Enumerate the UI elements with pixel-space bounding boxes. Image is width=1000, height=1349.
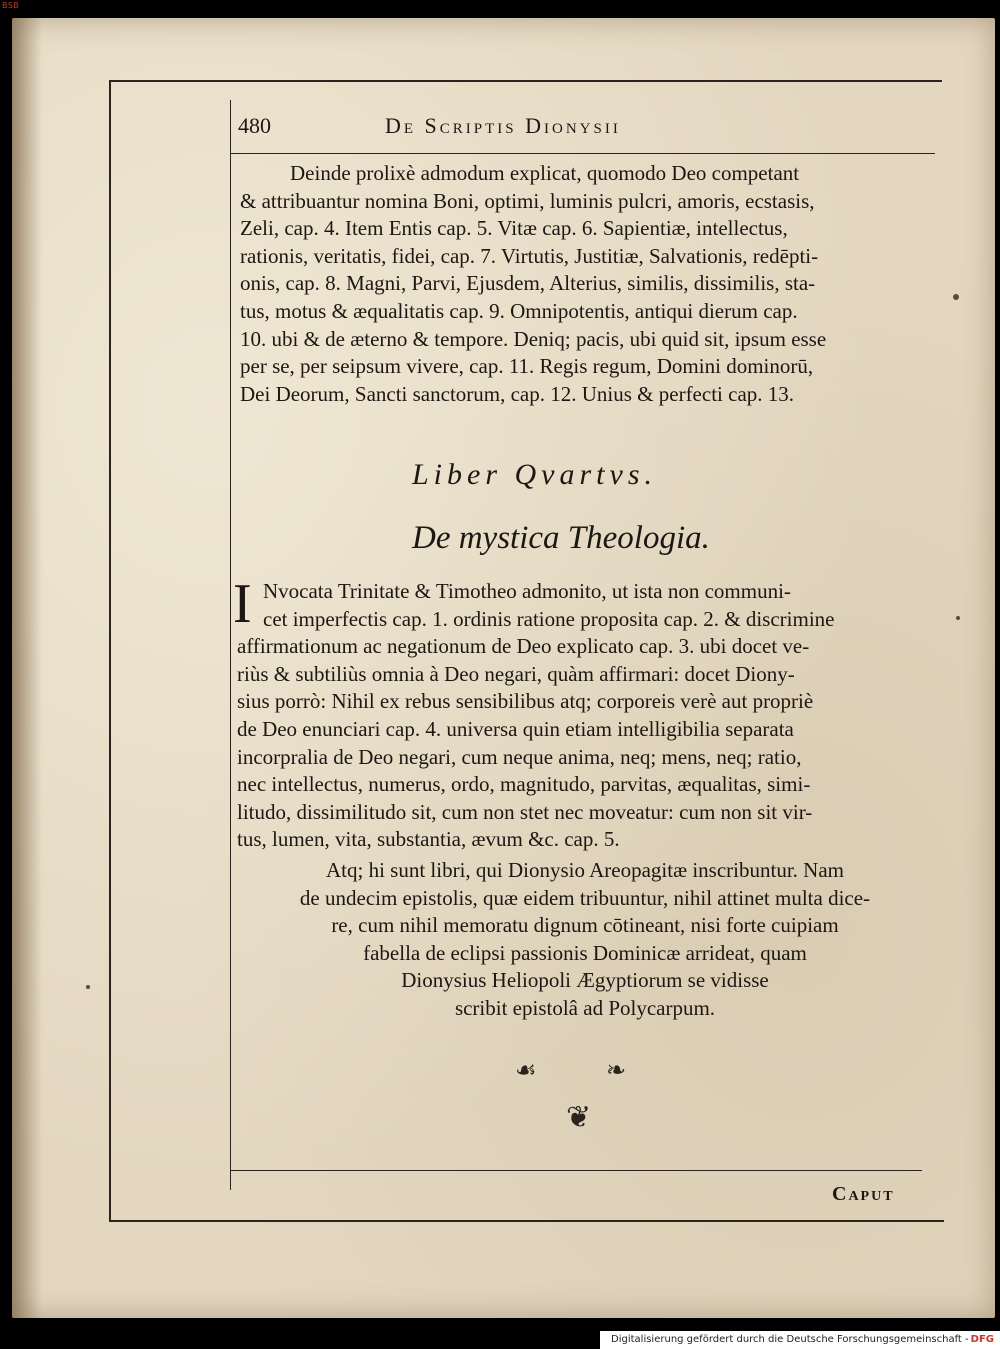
text-line: Dei Deorum, Sancti sanctorum, cap. 12. Unius & perfecti cap. 13. (240, 381, 795, 406)
text-line: cet imperfectis cap. 1. ordinis ratione proposita cap. 2. & discrimine (263, 606, 835, 631)
text-line: scribit epistolâ ad Polycarpum. (454, 995, 716, 1020)
text-line: Deinde prolixè admodum explicat, quomodo Deo competant (290, 161, 800, 185)
text-line: Atq; hi sunt libri, qui Dionysio Areopagitæ inscribuntur. Nam (326, 858, 844, 882)
book-subject-title: De mystica Theologia. (412, 520, 710, 556)
margin-rule (230, 100, 231, 1190)
text-line: sius porrò: Nihil ex rebus sensibilibus atq; corporeis verè aut propriè (237, 689, 814, 714)
text-line: 10. ubi & de æterno & tempore. Deniq; pacis, ubi quid sit, ipsum esse (240, 326, 827, 351)
fleuron-left-icon: ☙ (515, 1058, 537, 1084)
paper-speck (956, 616, 960, 620)
text-line: re, cum nihil memoratu dignum cōtineant, nisi forte cuipiam (331, 913, 839, 938)
text-line: Nvocata Trinitate & Timotheo admonito, ut ista non communi- (263, 579, 791, 603)
page-gutter-shadow (12, 18, 42, 1318)
text-line: tus, motus & æqualitatis cap. 9. Omnipotentis, antiqui dierum cap. (240, 298, 798, 323)
page-number: 480 (238, 113, 271, 138)
text-line: fabella de eclipsi passionis Dominicæ arrideat, quam (363, 940, 807, 965)
footer-rule (230, 1170, 922, 1171)
digitization-footer (600, 1331, 1000, 1349)
catchword: Caput (832, 1183, 895, 1205)
book-title: Liber Qvartvs. (412, 458, 657, 491)
text-line: de undecim epistolis, quæ eidem tribuuntur, nihil attinet multa dice- (299, 885, 871, 910)
text-line: Zeli, cap. 4. Item Entis cap. 5. Vitæ cap. 6. Sapientiæ, intellectus, (240, 216, 788, 241)
text-line: litudo, dissimilitudo sit, cum non stet nec moveatur: cum non sit vir- (237, 799, 813, 824)
paragraph-2 (237, 578, 929, 854)
text-line: per se, per seipsum vivere, cap. 11. Regis regum, Domini dominorū, (240, 354, 814, 379)
footer-text: Digitalisierung gefördert durch die Deutsche Forschungsgemeinschaft - (611, 1334, 969, 1345)
header-rule (230, 153, 935, 154)
running-head: De Scriptis Dionysii (385, 113, 621, 138)
text-line: riùs & subtiliùs omnia à Deo negari, quàm affirmari: docet Diony- (237, 661, 795, 686)
paragraph-1 (240, 160, 935, 408)
library-mark: BSB (2, 1, 20, 10)
text-line: de Deo enunciari cap. 4. universa quin etiam intelligibilia separata (237, 716, 794, 741)
fleuron-bottom-icon: ❦ (566, 1101, 592, 1134)
text-line: tus, lumen, vita, substantia, ævum &c. cap. 5. (237, 827, 620, 852)
text-line: affirmationum ac negationum de Deo explicato cap. 3. ubi docet ve- (237, 634, 810, 659)
drop-capital: I (233, 573, 252, 635)
text-line: onis, cap. 8. Magni, Parvi, Ejusdem, Alterius, similis, dissimilis, sta- (240, 271, 816, 296)
dfg-logo: DFG (970, 1334, 994, 1345)
text-line: Dionysius Heliopoli Ægyptiorum se vidisse (401, 968, 769, 993)
text-line: rationis, veritatis, fidei, cap. 7. Virtutis, Justitiæ, Salvationis, redēpti- (240, 243, 819, 268)
text-line: nec intellectus, numerus, ordo, magnitudo, parvitas, æqualitas, simi- (237, 772, 811, 797)
paper-speck (86, 985, 90, 989)
text-line: & attribuantur nomina Boni, optimi, luminis pulcri, amoris, ecstasis, (240, 188, 815, 213)
fleuron-right-icon: ❧ (606, 1058, 627, 1084)
paragraph-3 (240, 857, 930, 1023)
text-line: incorpralia de Deo negari, cum neque anima, neq; mens, neq; ratio, (237, 744, 802, 769)
paper-hole (953, 294, 959, 300)
